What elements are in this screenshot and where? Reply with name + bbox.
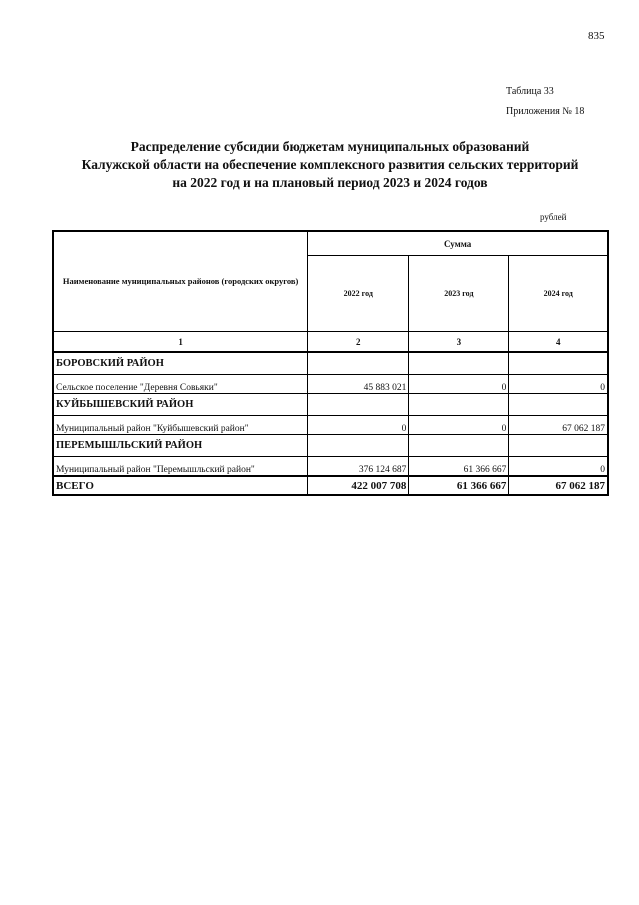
table-label: Таблица 33 bbox=[506, 86, 554, 97]
row-name: Муниципальный район "Перемышльский район" bbox=[53, 457, 308, 477]
total-2024: 67 062 187 bbox=[509, 476, 608, 495]
year-header-2022: 2022 год bbox=[308, 256, 409, 332]
document-title bbox=[40, 138, 620, 192]
region-row bbox=[53, 352, 608, 375]
value-2024: 67 062 187 bbox=[509, 416, 608, 435]
units-label: рублей bbox=[540, 212, 567, 222]
column-number-2: 2 bbox=[308, 332, 409, 353]
value-2023: 61 366 667 bbox=[409, 457, 509, 477]
year-header-2023: 2023 год bbox=[409, 256, 509, 332]
table-row bbox=[53, 375, 608, 394]
table-row bbox=[53, 416, 608, 435]
value-2022: 0 bbox=[308, 416, 409, 435]
total-2022: 422 007 708 bbox=[308, 476, 409, 495]
page-number: 835 bbox=[588, 30, 605, 42]
subsidy-table bbox=[52, 230, 609, 496]
column-number-3: 3 bbox=[409, 332, 509, 353]
title-line-2: Калужской области на обеспечение комплексного развития сельских территорий bbox=[81, 157, 579, 172]
total-row bbox=[53, 476, 608, 495]
value-2022: 45 883 021 bbox=[308, 375, 409, 394]
value-2022: 376 124 687 bbox=[308, 457, 409, 477]
region-name: ПЕРЕМЫШЛЬСКИЙ РАЙОН bbox=[53, 435, 308, 457]
region-row bbox=[53, 394, 608, 416]
region-row bbox=[53, 435, 608, 457]
row-name: Сельское поселение "Деревня Совьяки" bbox=[53, 375, 308, 394]
value-2024: 0 bbox=[509, 457, 608, 477]
table-row bbox=[53, 457, 608, 477]
column-number-4: 4 bbox=[509, 332, 608, 353]
total-2023: 61 366 667 bbox=[409, 476, 509, 495]
value-2024: 0 bbox=[509, 375, 608, 394]
value-2023: 0 bbox=[409, 375, 509, 394]
total-label: ВСЕГО bbox=[53, 476, 308, 495]
row-name: Муниципальный район "Куйбышевский район" bbox=[53, 416, 308, 435]
year-header-2024: 2024 год bbox=[509, 256, 608, 332]
region-name: БОРОВСКИЙ РАЙОН bbox=[53, 352, 308, 375]
region-name: КУЙБЫШЕВСКИЙ РАЙОН bbox=[53, 394, 308, 416]
title-line-3: на 2022 год и на плановый период 2023 и 2024 годов bbox=[172, 175, 488, 190]
appendix-label: Приложения № 18 bbox=[506, 106, 585, 117]
sum-header: Сумма bbox=[308, 231, 608, 256]
title-line-1: Распределение субсидии бюджетам муниципальных образований bbox=[130, 139, 530, 154]
column-number-1: 1 bbox=[53, 332, 308, 353]
value-2023: 0 bbox=[409, 416, 509, 435]
name-column-header: Наименование муниципальных районов (городских округов) bbox=[53, 231, 308, 332]
